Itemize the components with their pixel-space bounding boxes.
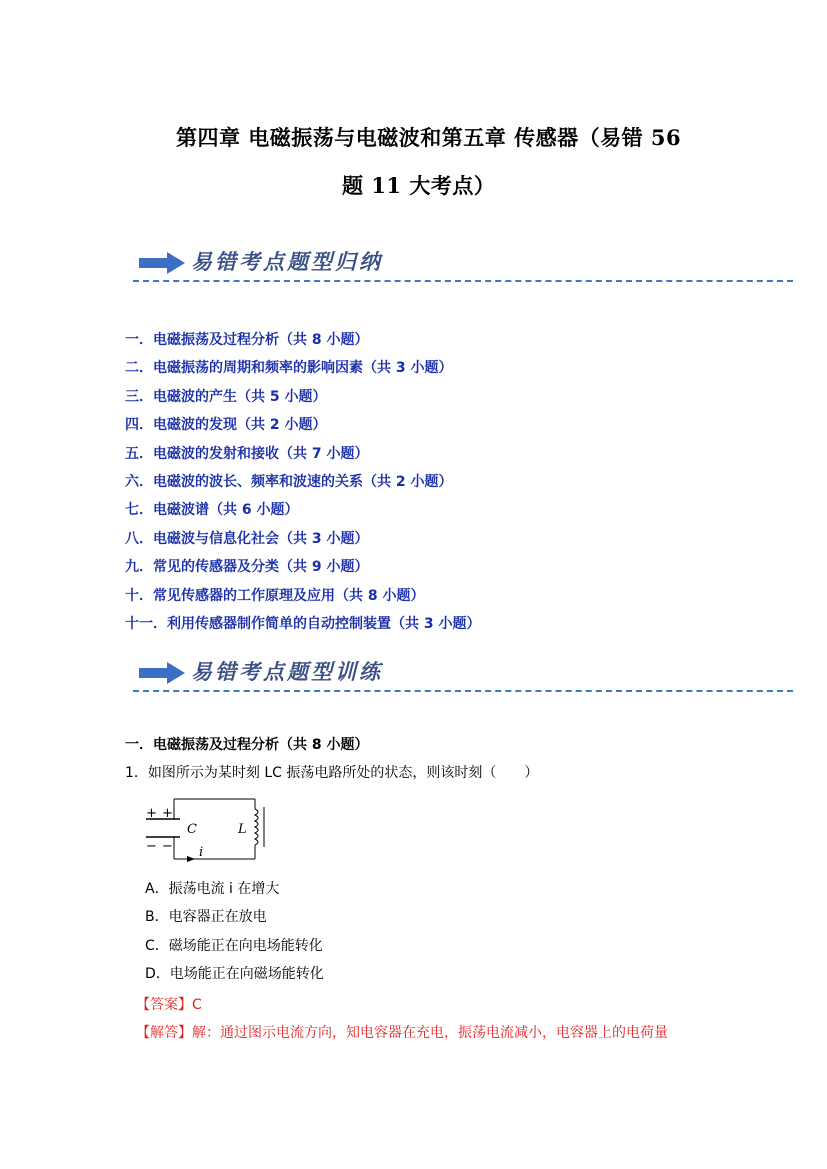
toc-item[interactable]: 二．电磁振荡的周期和频率的影响因素（共 3 小题）: [125, 360, 453, 377]
banner-title: 易错考点题型训练: [191, 659, 383, 684]
analysis-tag: 【解答】: [136, 1025, 192, 1041]
minus-sign: −: [146, 839, 157, 854]
plus-sign: +: [162, 806, 173, 821]
toc-item[interactable]: 四．电磁波的发现（共 2 小题）: [125, 417, 327, 434]
question-text: 1．如图所示为某时刻 LC 振荡电路所处的状态，则该时刻（ ）: [125, 765, 539, 781]
plus-sign: +: [146, 806, 157, 821]
answer-value: C: [192, 997, 202, 1013]
toc-list: [125, 331, 481, 643]
banner-title: 易错考点题型归纳: [191, 249, 383, 274]
toc-item[interactable]: 五．电磁波的发射和接收（共 7 小题）: [125, 445, 369, 462]
inductor-label: L: [238, 822, 247, 837]
toc-item[interactable]: 三．电磁波的产生（共 5 小题）: [125, 388, 327, 405]
toc-item[interactable]: 六．电磁波的波长、频率和波速的关系（共 2 小题）: [125, 473, 453, 490]
page-title-line2: 题 11 大考点）: [342, 173, 496, 198]
minus-sign: −: [162, 839, 173, 854]
analysis-text: 解：通过图示电流方向，知电容器在充电，振荡电流减小，电容器上的电荷量: [192, 1025, 668, 1041]
lc-circuit-figure: [140, 795, 270, 865]
capacitor-label: C: [187, 822, 197, 837]
toc-item[interactable]: 九．常见的传感器及分类（共 9 小题）: [125, 559, 369, 576]
option-d[interactable]: D．电场能正在向磁场能转化: [145, 966, 324, 983]
current-arrow-icon: [187, 856, 195, 862]
current-label: i: [199, 845, 204, 860]
options-list: [145, 880, 324, 994]
option-b[interactable]: B．电容器正在放电: [145, 909, 267, 926]
analysis-line: [136, 1022, 668, 1042]
answer-line: [136, 994, 202, 1014]
toc-item[interactable]: 八．电磁波与信息化社会（共 3 小题）: [125, 530, 369, 547]
section-banner-training: [133, 654, 793, 694]
page-title-line1: 第四章 电磁振荡与电磁波和第五章 传感器（易错 56: [176, 125, 682, 150]
toc-item[interactable]: 十．常见传感器的工作原理及应用（共 8 小题）: [125, 587, 425, 604]
divider: [133, 280, 793, 282]
right-arrow-icon: [139, 662, 185, 684]
toc-item[interactable]: 十一．利用传感器制作简单的自动控制装置（共 3 小题）: [125, 615, 481, 632]
right-arrow-icon: [139, 252, 185, 274]
section-heading: 一．电磁振荡及过程分析（共 8 小题）: [125, 737, 369, 753]
section-banner-summary: [133, 244, 793, 284]
option-c[interactable]: C．磁场能正在向电场能转化: [145, 937, 323, 954]
toc-item[interactable]: 七．电磁波谱（共 6 小题）: [125, 502, 299, 519]
answer-tag: 【答案】: [136, 997, 192, 1013]
divider: [133, 690, 793, 692]
toc-item[interactable]: 一．电磁振荡及过程分析（共 8 小题）: [125, 332, 369, 348]
option-a[interactable]: A．振荡电流 i 在增大: [145, 881, 280, 897]
